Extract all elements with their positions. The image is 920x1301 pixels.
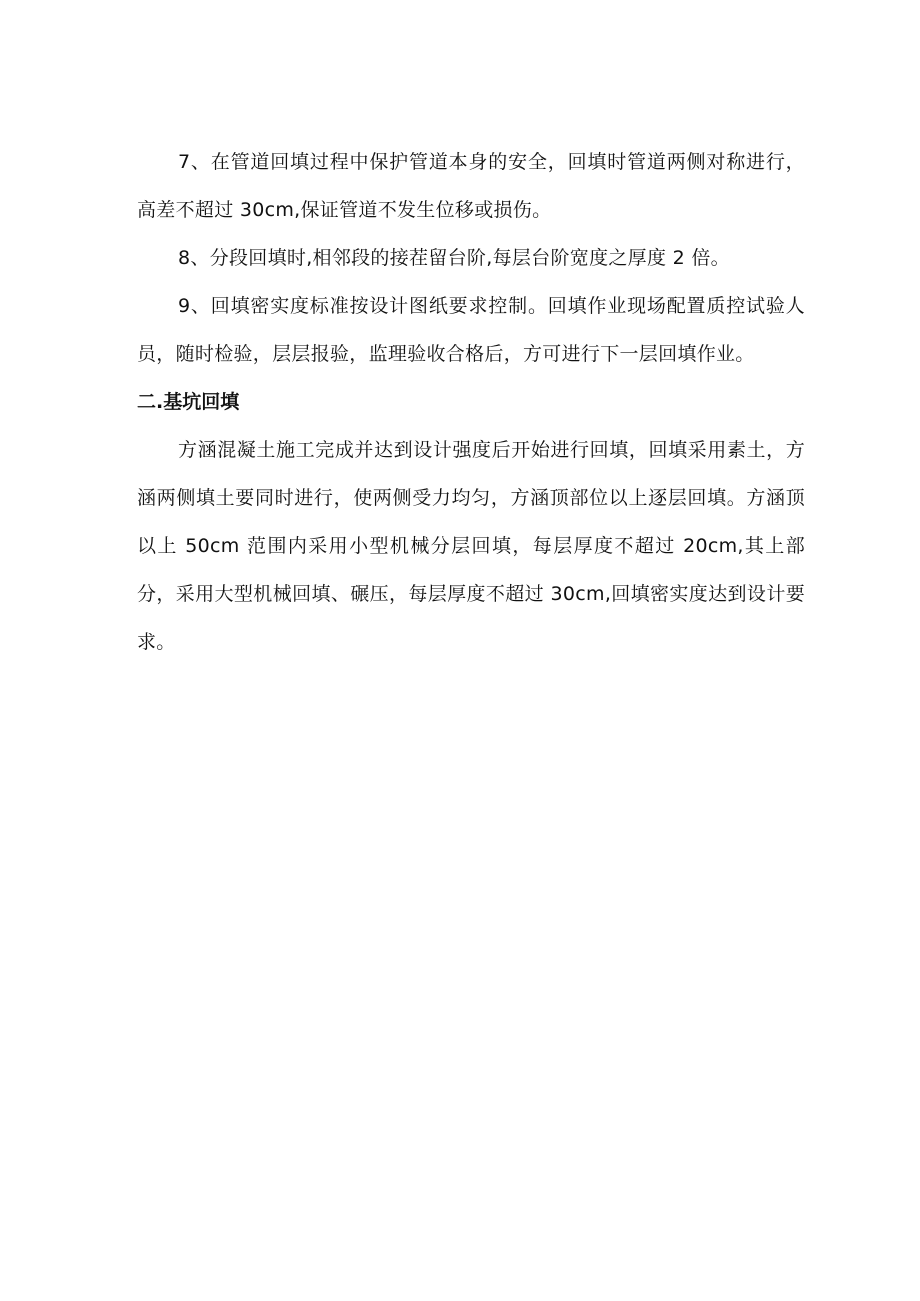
section-heading: 二.基坑回填	[137, 391, 240, 413]
paragraph-item-7: 7、在管道回填过程中保护管道本身的安全，回填时管道两侧对称进行，高差不超过 30cm,保证管道不发生位移或损伤。	[137, 151, 805, 221]
document-body	[137, 138, 805, 666]
paragraph-item-9: 9、回填密实度标准按设计图纸要求控制。回填作业现场配置质控试验人员，随时检验，层层报验，监理验收合格后，方可进行下一层回填作业。	[137, 295, 805, 365]
section-paragraph: 方涵混凝土施工完成并达到设计强度后开始进行回填，回填采用素土，方涵两侧填土要同时进行，使两侧受力均匀，方涵顶部位以上逐层回填。方涵顶以上 50cm 范围内采用小型机械分层回填，每层厚度不超过 20cm,其上部分，采用大型机械回填、碾压，每层厚度不超过 30cm,回填密实度达到设计要求。	[137, 439, 805, 653]
paragraph-item-8: 8、分段回填时,相邻段的接茬留台阶,每层台阶宽度之厚度 2 倍。	[178, 247, 730, 269]
